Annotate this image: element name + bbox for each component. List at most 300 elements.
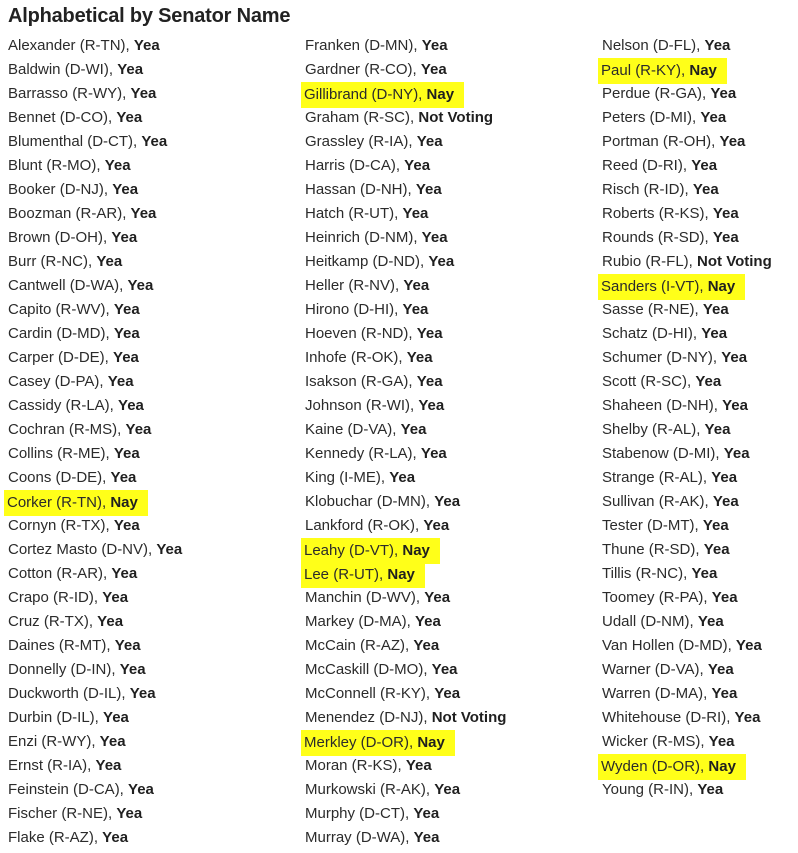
senator-row bbox=[8, 418, 258, 442]
senator-name: Paul (R-KY), bbox=[601, 62, 686, 79]
senator-entry bbox=[601, 658, 735, 682]
senator-entry bbox=[7, 274, 154, 298]
senator-entry bbox=[7, 418, 152, 442]
senator-row bbox=[305, 706, 555, 730]
senator-name: Boozman (R-AR), bbox=[8, 205, 127, 222]
senator-name: Harris (D-CA), bbox=[305, 157, 400, 174]
senator-row bbox=[305, 58, 555, 82]
senator-row bbox=[8, 658, 258, 682]
senator-row bbox=[305, 586, 555, 610]
senator-row bbox=[602, 250, 798, 274]
senator-name: Sasse (R-NE), bbox=[602, 301, 699, 318]
senator-name: Isakson (R-GA), bbox=[305, 373, 413, 390]
senator-name: Roberts (R-KS), bbox=[602, 205, 709, 222]
senator-entry bbox=[7, 802, 143, 826]
senator-name: Cortez Masto (D-NV), bbox=[8, 541, 153, 558]
senator-row bbox=[602, 226, 798, 250]
senator-name: Sanders (I-VT), bbox=[601, 278, 704, 295]
senator-entry bbox=[304, 682, 461, 706]
senator-entry-highlighted bbox=[301, 562, 425, 588]
senator-row bbox=[305, 154, 555, 178]
senator-vote: Yea bbox=[719, 133, 746, 150]
senator-vote: Yea bbox=[415, 181, 442, 198]
senator-name: Baldwin (D-WI), bbox=[8, 61, 114, 78]
senator-name: Hirono (D-HI), bbox=[305, 301, 399, 318]
senator-vote: Yea bbox=[113, 301, 140, 318]
senator-column-1 bbox=[8, 34, 258, 850]
senator-entry bbox=[304, 130, 444, 154]
senator-vote: Nay bbox=[707, 278, 736, 295]
senator-entry bbox=[601, 346, 748, 370]
senator-vote: Yea bbox=[416, 325, 443, 342]
senator-entry bbox=[304, 418, 427, 442]
senator-name: Manchin (D-WV), bbox=[305, 589, 421, 606]
senator-name: Blumenthal (D-CT), bbox=[8, 133, 138, 150]
senator-name: Flake (R-AZ), bbox=[8, 829, 98, 846]
senator-row bbox=[602, 34, 798, 58]
senator-entry bbox=[7, 682, 157, 706]
senator-name: Heitkamp (D-ND), bbox=[305, 253, 425, 270]
senator-entry bbox=[601, 394, 749, 418]
senator-name: Moran (R-KS), bbox=[305, 757, 402, 774]
senator-vote: Yea bbox=[102, 829, 129, 846]
senator-entry bbox=[7, 154, 132, 178]
senator-vote: Yea bbox=[99, 733, 126, 750]
senator-name: McCain (R-AZ), bbox=[305, 637, 410, 654]
senator-vote: Yea bbox=[420, 445, 447, 462]
senator-row bbox=[305, 538, 555, 562]
senator-vote: Not Voting bbox=[697, 253, 772, 270]
senator-vote: Nay bbox=[708, 758, 736, 775]
senator-name: Udall (D-NM), bbox=[602, 613, 694, 630]
senator-name: Nelson (D-FL), bbox=[602, 37, 701, 54]
senator-vote: Nay bbox=[426, 86, 455, 103]
senator-name: Cassidy (R-LA), bbox=[8, 397, 114, 414]
senator-name: Reed (D-RI), bbox=[602, 157, 688, 174]
senator-entry bbox=[304, 442, 448, 466]
senator-name: Van Hollen (D-MD), bbox=[602, 637, 732, 654]
senator-name: Blunt (R-MO), bbox=[8, 157, 101, 174]
senator-vote: Yea bbox=[423, 517, 450, 534]
senator-name: Inhofe (R-OK), bbox=[305, 349, 403, 366]
senator-name: Franken (D-MN), bbox=[305, 37, 418, 54]
senator-vote: Nay bbox=[417, 734, 445, 751]
senator-entry bbox=[304, 202, 429, 226]
senator-entry bbox=[7, 706, 130, 730]
senator-name: Leahy (D-VT), bbox=[304, 542, 399, 559]
senator-row bbox=[305, 466, 555, 490]
senator-name: Shaheen (D-NH), bbox=[602, 397, 718, 414]
senator-row bbox=[305, 562, 555, 586]
senator-name: McCaskill (D-MO), bbox=[305, 661, 428, 678]
senator-name: Duckworth (D-IL), bbox=[8, 685, 126, 702]
senator-row bbox=[602, 658, 798, 682]
senator-vote: Yea bbox=[402, 205, 429, 222]
senator-row bbox=[305, 178, 555, 202]
senator-name: Whitehouse (D-RI), bbox=[602, 709, 731, 726]
senator-vote: Yea bbox=[711, 589, 738, 606]
senator-name: Carper (D-DE), bbox=[8, 349, 109, 366]
senator-row bbox=[8, 370, 258, 394]
senator-row bbox=[8, 202, 258, 226]
senator-row bbox=[305, 826, 555, 850]
senator-vote: Yea bbox=[95, 757, 122, 774]
senator-row bbox=[602, 610, 798, 634]
senator-row bbox=[602, 394, 798, 418]
senator-row bbox=[602, 154, 798, 178]
senator-name: Feinstein (D-CA), bbox=[8, 781, 124, 798]
senator-name: Heller (R-NV), bbox=[305, 277, 400, 294]
senator-entry bbox=[601, 538, 731, 562]
senator-vote: Yea bbox=[141, 133, 168, 150]
senator-entry bbox=[7, 658, 147, 682]
senator-name: Sullivan (R-AK), bbox=[602, 493, 709, 510]
senator-name: McConnell (R-KY), bbox=[305, 685, 431, 702]
senator-entry bbox=[304, 490, 461, 514]
senator-entry-highlighted bbox=[4, 490, 148, 516]
senator-vote: Yea bbox=[402, 301, 429, 318]
senator-name: Kennedy (R-LA), bbox=[305, 445, 417, 462]
senator-entry bbox=[601, 778, 724, 802]
senator-vote: Yea bbox=[104, 157, 131, 174]
senator-row bbox=[602, 634, 798, 658]
senator-vote: Not Voting bbox=[431, 709, 507, 726]
senator-row bbox=[602, 130, 798, 154]
senator-entry bbox=[7, 370, 135, 394]
senator-entry bbox=[7, 298, 141, 322]
senator-vote: Yea bbox=[710, 85, 737, 102]
senator-entry bbox=[7, 58, 144, 82]
senator-entry bbox=[7, 82, 157, 106]
senator-entry bbox=[601, 202, 740, 226]
senator-entry bbox=[7, 202, 157, 226]
senator-name: Stabenow (D-MI), bbox=[602, 445, 720, 462]
senator-name: Ernst (R-IA), bbox=[8, 757, 92, 774]
senator-vote: Yea bbox=[697, 613, 724, 630]
senator-vote: Yea bbox=[113, 349, 139, 366]
senator-row bbox=[305, 346, 555, 370]
senator-entry bbox=[304, 346, 434, 370]
senator-entry bbox=[7, 730, 127, 754]
senator-name: Thune (R-SD), bbox=[602, 541, 700, 558]
senator-row bbox=[602, 370, 798, 394]
senator-vote: Yea bbox=[413, 637, 440, 654]
senator-vote: Yea bbox=[389, 469, 416, 486]
senator-entry bbox=[7, 586, 129, 610]
senator-entry bbox=[601, 106, 727, 130]
senator-entry bbox=[601, 418, 731, 442]
senator-name: Grassley (R-IA), bbox=[305, 133, 413, 150]
senator-row bbox=[8, 586, 258, 610]
senator-row bbox=[8, 538, 258, 562]
senator-column-3 bbox=[602, 34, 798, 802]
senator-vote: Yea bbox=[420, 61, 447, 78]
senator-entry bbox=[601, 178, 720, 202]
senator-row bbox=[305, 730, 555, 754]
senator-name: Cochran (R-MS), bbox=[8, 421, 122, 438]
senator-entry bbox=[7, 778, 155, 802]
senator-vote: Yea bbox=[103, 709, 129, 726]
senator-row bbox=[305, 34, 555, 58]
senator-name: King (I-ME), bbox=[305, 469, 386, 486]
senator-entry bbox=[7, 226, 138, 250]
senator-row bbox=[305, 610, 555, 634]
senator-name: Graham (R-SC), bbox=[305, 109, 415, 126]
senator-vote: Yea bbox=[704, 421, 731, 438]
senator-row bbox=[8, 34, 258, 58]
senator-vote: Yea bbox=[723, 445, 750, 462]
senator-row bbox=[305, 658, 555, 682]
senator-vote: Yea bbox=[415, 613, 441, 630]
senator-entry bbox=[601, 130, 746, 154]
senator-entry bbox=[304, 274, 430, 298]
senator-name: Capito (R-WV), bbox=[8, 301, 110, 318]
senator-name: Cruz (R-TX), bbox=[8, 613, 93, 630]
senator-entry bbox=[304, 106, 494, 130]
senator-row bbox=[602, 274, 798, 298]
senator-row bbox=[305, 322, 555, 346]
senator-name: Warner (D-VA), bbox=[602, 661, 704, 678]
senator-name: Cornyn (R-TX), bbox=[8, 517, 110, 534]
senator-entry bbox=[304, 658, 459, 682]
senator-name: Cardin (D-MD), bbox=[8, 325, 110, 342]
senator-name: Rubio (R-FL), bbox=[602, 253, 693, 270]
senator-vote: Yea bbox=[107, 373, 134, 390]
senator-vote: Yea bbox=[700, 109, 727, 126]
senator-name: Perdue (R-GA), bbox=[602, 85, 707, 102]
senator-entry bbox=[7, 178, 139, 202]
senator-row bbox=[602, 178, 798, 202]
senator-vote: Yea bbox=[111, 565, 138, 582]
senator-entry bbox=[601, 226, 740, 250]
senator-vote: Yea bbox=[424, 589, 451, 606]
senator-row bbox=[305, 370, 555, 394]
senator-row bbox=[602, 778, 798, 802]
senator-vote: Yea bbox=[702, 517, 729, 534]
senator-name: Lee (R-UT), bbox=[304, 566, 384, 583]
senator-name: Wicker (R-MS), bbox=[602, 733, 705, 750]
senator-entry-highlighted bbox=[598, 754, 746, 780]
senator-vote: Yea bbox=[418, 397, 445, 414]
senator-row bbox=[8, 826, 258, 850]
senator-row bbox=[602, 682, 798, 706]
senator-vote: Yea bbox=[130, 205, 157, 222]
senator-entry bbox=[304, 610, 442, 634]
senator-entry bbox=[304, 634, 440, 658]
senator-entry bbox=[304, 826, 440, 850]
senator-entry bbox=[601, 706, 761, 730]
senator-entry bbox=[7, 610, 124, 634]
senator-vote: Yea bbox=[434, 493, 461, 510]
senator-row bbox=[8, 490, 258, 514]
senator-row bbox=[8, 346, 258, 370]
senator-vote: Yea bbox=[113, 517, 140, 534]
senator-entry bbox=[304, 34, 449, 58]
senator-entry bbox=[7, 250, 123, 274]
senator-entry bbox=[601, 370, 722, 394]
senator-vote: Yea bbox=[421, 37, 448, 54]
senator-row bbox=[8, 154, 258, 178]
senator-entry bbox=[601, 586, 739, 610]
senator-name: Hoeven (R-ND), bbox=[305, 325, 413, 342]
senator-row bbox=[8, 634, 258, 658]
senator-vote: Yea bbox=[96, 253, 123, 270]
senator-row bbox=[305, 802, 555, 826]
senator-row bbox=[602, 346, 798, 370]
senator-name: Tillis (R-NC), bbox=[602, 565, 688, 582]
senator-name: Casey (D-PA), bbox=[8, 373, 104, 390]
senator-vote: Yea bbox=[127, 277, 154, 294]
senator-row bbox=[8, 466, 258, 490]
senator-vote: Yea bbox=[697, 781, 724, 798]
senator-row bbox=[602, 538, 798, 562]
senator-row bbox=[8, 514, 258, 538]
senator-row bbox=[305, 394, 555, 418]
senator-row bbox=[305, 130, 555, 154]
senator-row bbox=[8, 322, 258, 346]
senator-name: Strange (R-AL), bbox=[602, 469, 708, 486]
senator-entry bbox=[304, 754, 433, 778]
senator-name: Kaine (D-VA), bbox=[305, 421, 397, 438]
senator-vote: Yea bbox=[695, 373, 722, 390]
senator-name: Warren (D-MA), bbox=[602, 685, 708, 702]
senator-entry bbox=[601, 514, 730, 538]
senator-name: Brown (D-OH), bbox=[8, 229, 108, 246]
senator-name: Tester (D-MT), bbox=[602, 517, 699, 534]
senator-name: Murkowski (R-AK), bbox=[305, 781, 431, 798]
senator-entry bbox=[304, 466, 416, 490]
senator-vote: Yea bbox=[400, 421, 427, 438]
senator-row bbox=[602, 730, 798, 754]
senator-row bbox=[8, 106, 258, 130]
senator-name: Lankford (R-OK), bbox=[305, 517, 420, 534]
senator-name: Daines (R-MT), bbox=[8, 637, 111, 654]
senator-vote: Yea bbox=[703, 541, 730, 558]
senator-vote: Yea bbox=[421, 229, 448, 246]
senator-vote: Yea bbox=[97, 613, 124, 630]
senator-row bbox=[305, 106, 555, 130]
senator-vote: Yea bbox=[434, 781, 461, 798]
senator-vote: Yea bbox=[711, 685, 738, 702]
senator-name: Fischer (R-NE), bbox=[8, 805, 113, 822]
page-title: Alphabetical by Senator Name bbox=[8, 5, 291, 27]
senator-entry bbox=[601, 610, 725, 634]
senator-entry bbox=[601, 466, 738, 490]
senator-entry bbox=[304, 514, 450, 538]
senator-row bbox=[602, 490, 798, 514]
senator-vote: Yea bbox=[413, 805, 440, 822]
senator-name: Schatz (D-HI), bbox=[602, 325, 698, 342]
senator-vote: Nay bbox=[689, 62, 717, 79]
senator-row bbox=[602, 706, 798, 730]
senator-vote: Yea bbox=[691, 565, 718, 582]
senator-name: Gardner (R-CO), bbox=[305, 61, 417, 78]
senator-vote: Yea bbox=[691, 157, 718, 174]
senator-entry bbox=[601, 562, 718, 586]
senator-vote: Yea bbox=[133, 37, 160, 54]
senator-row bbox=[305, 682, 555, 706]
senator-vote: Yea bbox=[116, 805, 143, 822]
senator-vote: Yea bbox=[428, 253, 455, 270]
senator-row bbox=[602, 754, 798, 778]
senator-row bbox=[602, 418, 798, 442]
senator-row bbox=[8, 754, 258, 778]
senator-name: Crapo (R-ID), bbox=[8, 589, 99, 606]
senator-vote: Yea bbox=[130, 85, 157, 102]
senator-entry bbox=[601, 154, 718, 178]
senator-name: Schumer (D-NY), bbox=[602, 349, 718, 366]
senator-vote: Not Voting bbox=[418, 109, 494, 126]
senator-row bbox=[305, 226, 555, 250]
senator-entry bbox=[601, 34, 731, 58]
senator-entry bbox=[601, 682, 738, 706]
senator-name: Donnelly (D-IN), bbox=[8, 661, 116, 678]
senator-entry bbox=[304, 178, 443, 202]
senator-row bbox=[602, 106, 798, 130]
senator-row bbox=[305, 778, 555, 802]
senator-name: Merkley (D-OR), bbox=[304, 734, 414, 751]
senator-row bbox=[8, 130, 258, 154]
senator-name: Rounds (R-SD), bbox=[602, 229, 709, 246]
senator-name: Peters (D-MI), bbox=[602, 109, 697, 126]
senator-row bbox=[602, 82, 798, 106]
senator-name: Collins (R-ME), bbox=[8, 445, 110, 462]
senator-entry bbox=[7, 754, 122, 778]
senator-vote: Yea bbox=[722, 397, 748, 414]
senator-vote: Nay bbox=[387, 566, 415, 583]
senator-entry-highlighted bbox=[598, 274, 745, 300]
senator-name: Markey (D-MA), bbox=[305, 613, 411, 630]
senator-name: Bennet (D-CO), bbox=[8, 109, 113, 126]
senator-vote: Yea bbox=[117, 61, 144, 78]
senator-name: Booker (D-NJ), bbox=[8, 181, 109, 198]
senator-name: Barrasso (R-WY), bbox=[8, 85, 127, 102]
senator-row bbox=[305, 634, 555, 658]
senator-name: Cantwell (D-WA), bbox=[8, 277, 124, 294]
senator-vote: Yea bbox=[711, 469, 738, 486]
senator-entry-highlighted bbox=[301, 730, 455, 756]
senator-entry bbox=[304, 586, 451, 610]
senator-name: Hassan (D-NH), bbox=[305, 181, 412, 198]
senator-row bbox=[305, 202, 555, 226]
senator-name: Young (R-IN), bbox=[602, 781, 694, 798]
senator-row bbox=[8, 58, 258, 82]
senator-entry bbox=[304, 394, 445, 418]
senator-entry bbox=[7, 130, 168, 154]
senator-row bbox=[8, 250, 258, 274]
senator-vote: Yea bbox=[692, 181, 719, 198]
senator-name: Klobuchar (D-MN), bbox=[305, 493, 431, 510]
senator-vote: Yea bbox=[431, 661, 458, 678]
senator-name: Burr (R-NC), bbox=[8, 253, 93, 270]
senator-name: Murray (D-WA), bbox=[305, 829, 410, 846]
senator-row bbox=[305, 418, 555, 442]
senator-row bbox=[305, 514, 555, 538]
senator-column-2 bbox=[305, 34, 555, 850]
senator-entry bbox=[7, 514, 141, 538]
senator-name: Coons (D-DE), bbox=[8, 469, 107, 486]
senator-name: Hatch (R-UT), bbox=[305, 205, 399, 222]
senator-row bbox=[8, 274, 258, 298]
senator-vote: Yea bbox=[156, 541, 183, 558]
senator-row bbox=[8, 442, 258, 466]
senator-vote: Yea bbox=[113, 325, 140, 342]
senator-row bbox=[8, 562, 258, 586]
senator-name: Heinrich (D-NM), bbox=[305, 229, 418, 246]
senator-row bbox=[8, 706, 258, 730]
senator-row bbox=[602, 58, 798, 82]
senator-row bbox=[8, 394, 258, 418]
